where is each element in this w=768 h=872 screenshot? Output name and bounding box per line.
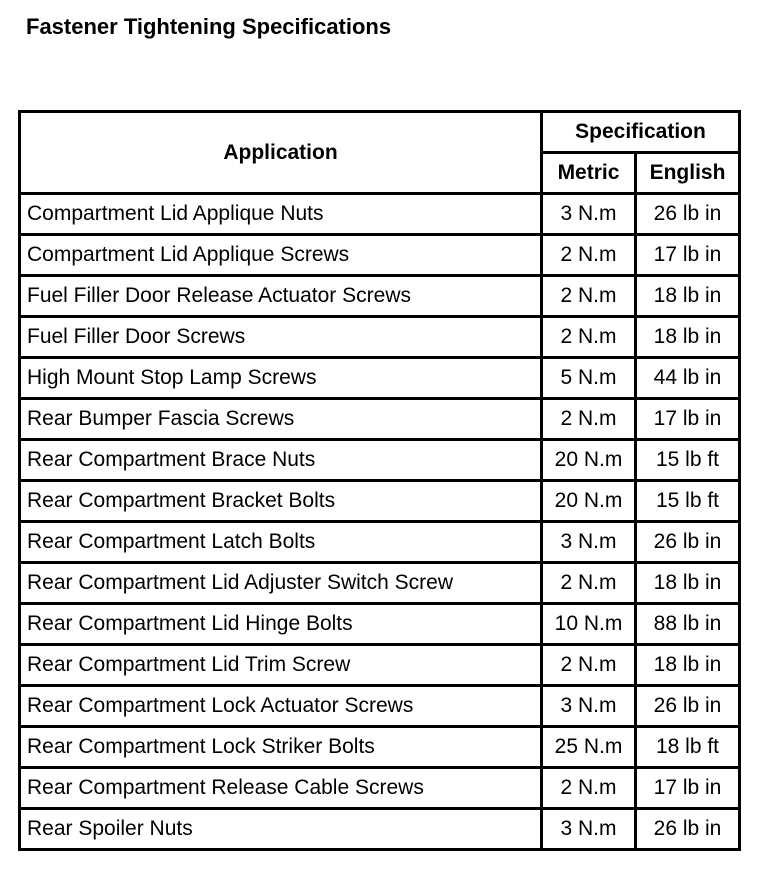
table-row — [21, 523, 738, 564]
english-value-cell: 44 lb in — [637, 359, 738, 400]
application-cell: Rear Compartment Lid Trim Screw — [21, 646, 543, 687]
english-value-cell: 18 lb ft — [637, 728, 738, 769]
english-value-cell: 26 lb in — [637, 195, 738, 236]
application-cell: Fuel Filler Door Release Actuator Screws — [21, 277, 543, 318]
table-header — [21, 113, 738, 195]
english-value-cell: 18 lb in — [637, 277, 738, 318]
metric-value-cell: 20 N.m — [543, 441, 637, 482]
application-cell: Rear Compartment Lock Actuator Screws — [21, 687, 543, 728]
metric-value-cell: 20 N.m — [543, 482, 637, 523]
metric-value-cell: 2 N.m — [543, 277, 637, 318]
metric-value-cell: 3 N.m — [543, 523, 637, 564]
metric-value-cell: 2 N.m — [543, 564, 637, 605]
english-value-cell: 26 lb in — [637, 687, 738, 728]
english-value-cell: 15 lb ft — [637, 441, 738, 482]
application-cell: Fuel Filler Door Screws — [21, 318, 543, 359]
metric-value-cell: 3 N.m — [543, 810, 637, 848]
application-cell: Rear Compartment Lid Hinge Bolts — [21, 605, 543, 646]
english-value-cell: 15 lb ft — [637, 482, 738, 523]
fastener-spec-table — [18, 110, 741, 851]
english-value-cell: 18 lb in — [637, 564, 738, 605]
metric-value-cell: 25 N.m — [543, 728, 637, 769]
metric-value-cell: 3 N.m — [543, 195, 637, 236]
table-row — [21, 769, 738, 810]
english-value-cell: 17 lb in — [637, 400, 738, 441]
metric-value-cell: 2 N.m — [543, 400, 637, 441]
table-row — [21, 810, 738, 848]
specification-header: Specification — [543, 113, 738, 154]
metric-value-cell: 2 N.m — [543, 318, 637, 359]
application-cell: Rear Bumper Fascia Screws — [21, 400, 543, 441]
table-row — [21, 441, 738, 482]
table-body — [21, 195, 738, 848]
english-value-cell: 17 lb in — [637, 769, 738, 810]
table-row — [21, 728, 738, 769]
english-value-cell: 26 lb in — [653, 817, 722, 840]
english-header: English — [637, 154, 738, 195]
metric-value-cell: 2 N.m — [543, 236, 637, 277]
metric-header: Metric — [543, 154, 637, 195]
application-cell: Rear Compartment Release Cable Screws — [21, 769, 543, 810]
table-row — [21, 605, 738, 646]
english-value-cell: 88 lb in — [637, 605, 738, 646]
english-value-cell: 18 lb in — [637, 318, 738, 359]
application-cell: Compartment Lid Applique Screws — [21, 236, 543, 277]
english-value-cell: 17 lb in — [637, 236, 738, 277]
table-row — [21, 318, 738, 359]
application-header: Application — [21, 113, 543, 195]
page-title: Fastener Tightening Specifications — [26, 14, 392, 39]
table-row — [21, 236, 738, 277]
metric-value-cell: 2 N.m — [543, 769, 637, 810]
table-row — [21, 400, 738, 441]
metric-value-cell: 10 N.m — [543, 605, 637, 646]
table-row — [21, 195, 738, 236]
metric-value-cell: 3 N.m — [543, 687, 637, 728]
table-row — [21, 687, 738, 728]
table-row — [21, 277, 738, 318]
table-row — [21, 646, 738, 687]
english-value-cell: 26 lb in — [637, 523, 738, 564]
table-row — [21, 564, 738, 605]
metric-value-cell: 2 N.m — [543, 646, 637, 687]
table-row — [21, 359, 738, 400]
english-value-cell: 18 lb in — [637, 646, 738, 687]
application-cell: Rear Compartment Brace Nuts — [21, 441, 543, 482]
application-cell: Rear Compartment Lid Adjuster Switch Screw — [21, 564, 543, 605]
application-cell: Rear Compartment Bracket Bolts — [21, 482, 543, 523]
metric-value-cell: 5 N.m — [543, 359, 637, 400]
application-cell: Rear Compartment Lock Striker Bolts — [21, 728, 543, 769]
application-cell: Rear Spoiler Nuts — [21, 810, 543, 848]
application-cell: Rear Compartment Latch Bolts — [21, 523, 543, 564]
application-cell: High Mount Stop Lamp Screws — [21, 359, 543, 400]
application-cell: Compartment Lid Applique Nuts — [21, 195, 543, 236]
table-row — [21, 482, 738, 523]
